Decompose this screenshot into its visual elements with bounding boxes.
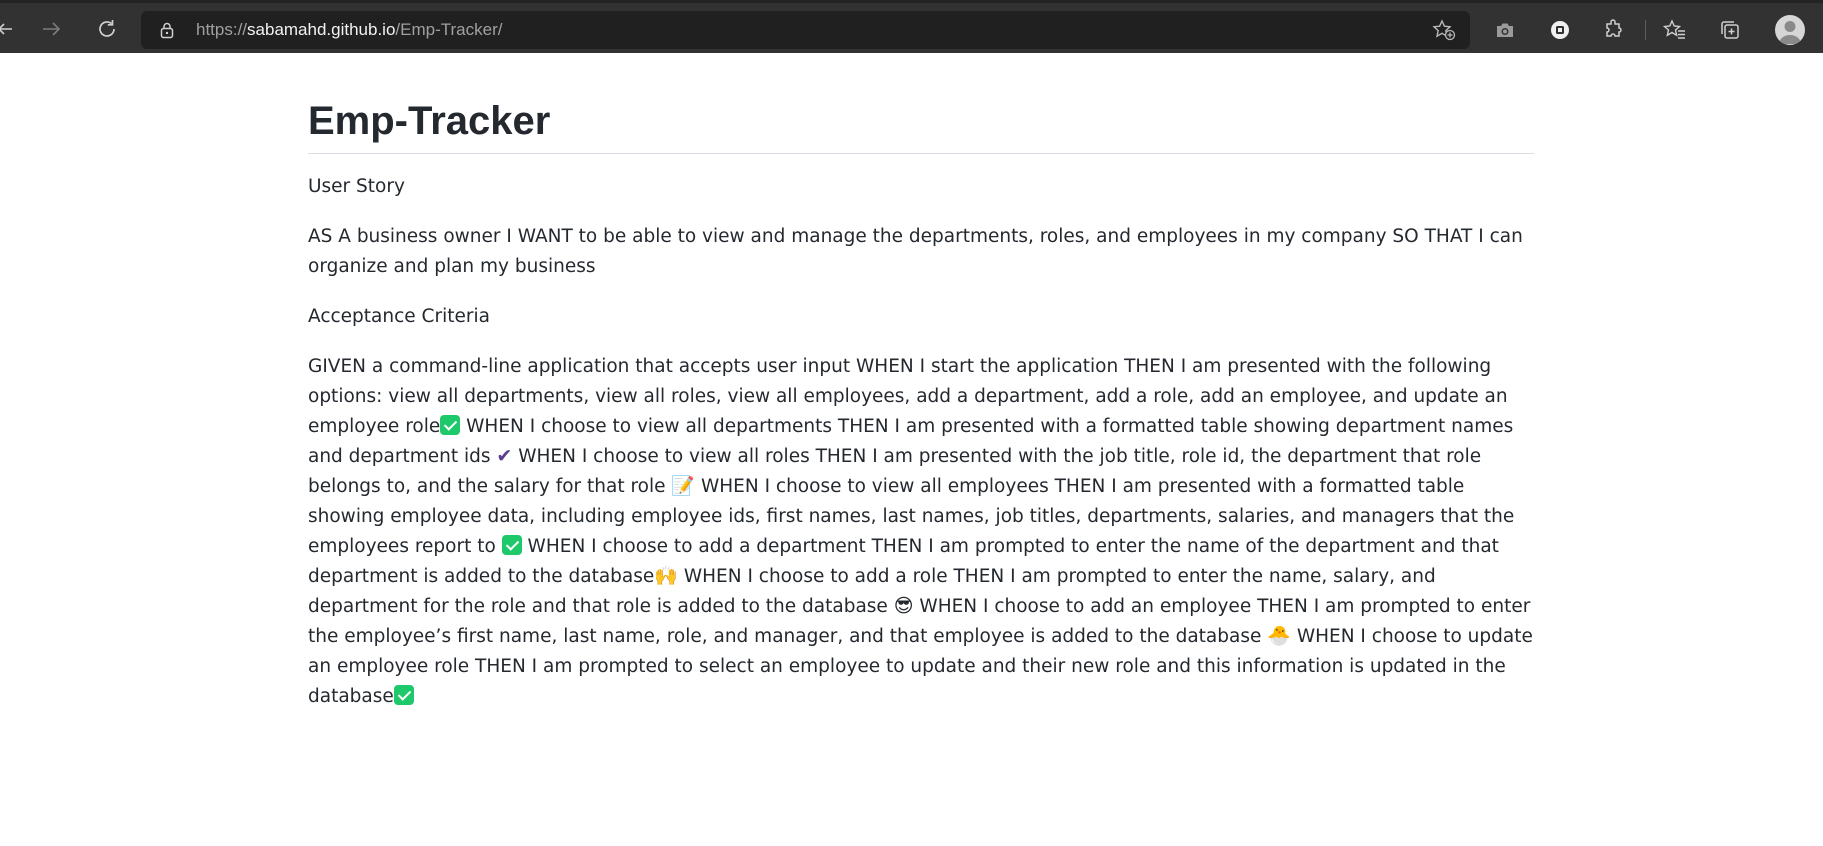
url-text[interactable] (196, 20, 502, 40)
sunglasses-face-icon: 😎 (893, 595, 914, 617)
criteria-view-employees: WHEN I choose to view all employees THEN I am presented with a formatted table showing employee data, including employee ids, first names, last names, job titles, departments, salaries, and managers that the employees report to (308, 476, 1515, 557)
browser-toolbar (0, 0, 1823, 53)
check-mark-button-icon (502, 535, 522, 555)
puzzle-extensions-icon[interactable] (1600, 16, 1628, 44)
person-silhouette-icon (1775, 15, 1805, 45)
extension-badge-icon[interactable] (1546, 16, 1574, 44)
add-favorite-star-icon[interactable] (1432, 19, 1456, 41)
collections-icon[interactable] (1716, 16, 1744, 44)
readme-content (308, 53, 1534, 712)
forward-arrow-icon[interactable] (36, 14, 66, 44)
criteria-add-employee: WHEN I choose to add an employee THEN I am prompted to enter the employee’s first name, last name, role, and manager, and that employee is added to the database (308, 596, 1531, 647)
criteria-update-role: WHEN I choose to update an employee role THEN I am prompted to select an employee to update and their new role and this information is updated in the database (308, 626, 1533, 707)
address-bar[interactable] (141, 11, 1470, 49)
user-story-heading: User Story (308, 176, 405, 197)
favorites-icon[interactable] (1661, 16, 1689, 44)
toolbar-separator (1645, 20, 1646, 40)
back-arrow-icon[interactable] (0, 14, 20, 44)
heavy-check-mark-icon: ✔ (496, 445, 513, 467)
user-story-text: AS A business owner I WANT to be able to view and manage the departments, roles, and employees in my company SO THAT I can organize and plan my business (308, 226, 1523, 277)
criteria-view-roles: WHEN I choose to view all roles THEN I am presented with the job title, role id, the department that role belongs to, and the salary for that role (308, 446, 1482, 497)
hatching-chick-icon: 🐣 (1267, 625, 1291, 647)
lock-icon[interactable] (158, 21, 176, 39)
check-mark-button-icon (440, 415, 460, 435)
criteria-view-departments: WHEN I choose to view all departments THEN I am presented with a formatted table showing department names and department ids (308, 416, 1514, 467)
camera-icon[interactable] (1491, 16, 1519, 44)
criteria-add-role: WHEN I choose to add a role THEN I am prompted to enter the name, salary, and department for the role and that role is added to the database (308, 566, 1436, 617)
raised-hands-icon: 🙌 (654, 565, 678, 587)
check-mark-button-icon (394, 685, 414, 705)
url-protocol: https:// (196, 20, 248, 39)
url-path: /Emp-Tracker/ (395, 20, 503, 39)
acceptance-criteria-heading: Acceptance Criteria (308, 306, 490, 327)
page-title: Emp-Tracker (308, 97, 1534, 154)
url-host: sabamahd.github.io (247, 20, 396, 39)
memo-icon: 📝 (671, 475, 696, 497)
criteria-sentence-start: GIVEN a command-line application that accepts user input WHEN I start the application THEN I am presented with the following options: view all departments, view all roles, view all employees, add a department, add a role, add an employee, and update an employee role (308, 356, 1508, 437)
profile-avatar[interactable] (1775, 15, 1805, 45)
acceptance-criteria-text (308, 352, 1534, 712)
reload-icon[interactable] (92, 14, 122, 44)
criteria-add-department: WHEN I choose to add a department THEN I am prompted to enter the name of the department and that department is added to the database (308, 536, 1499, 587)
